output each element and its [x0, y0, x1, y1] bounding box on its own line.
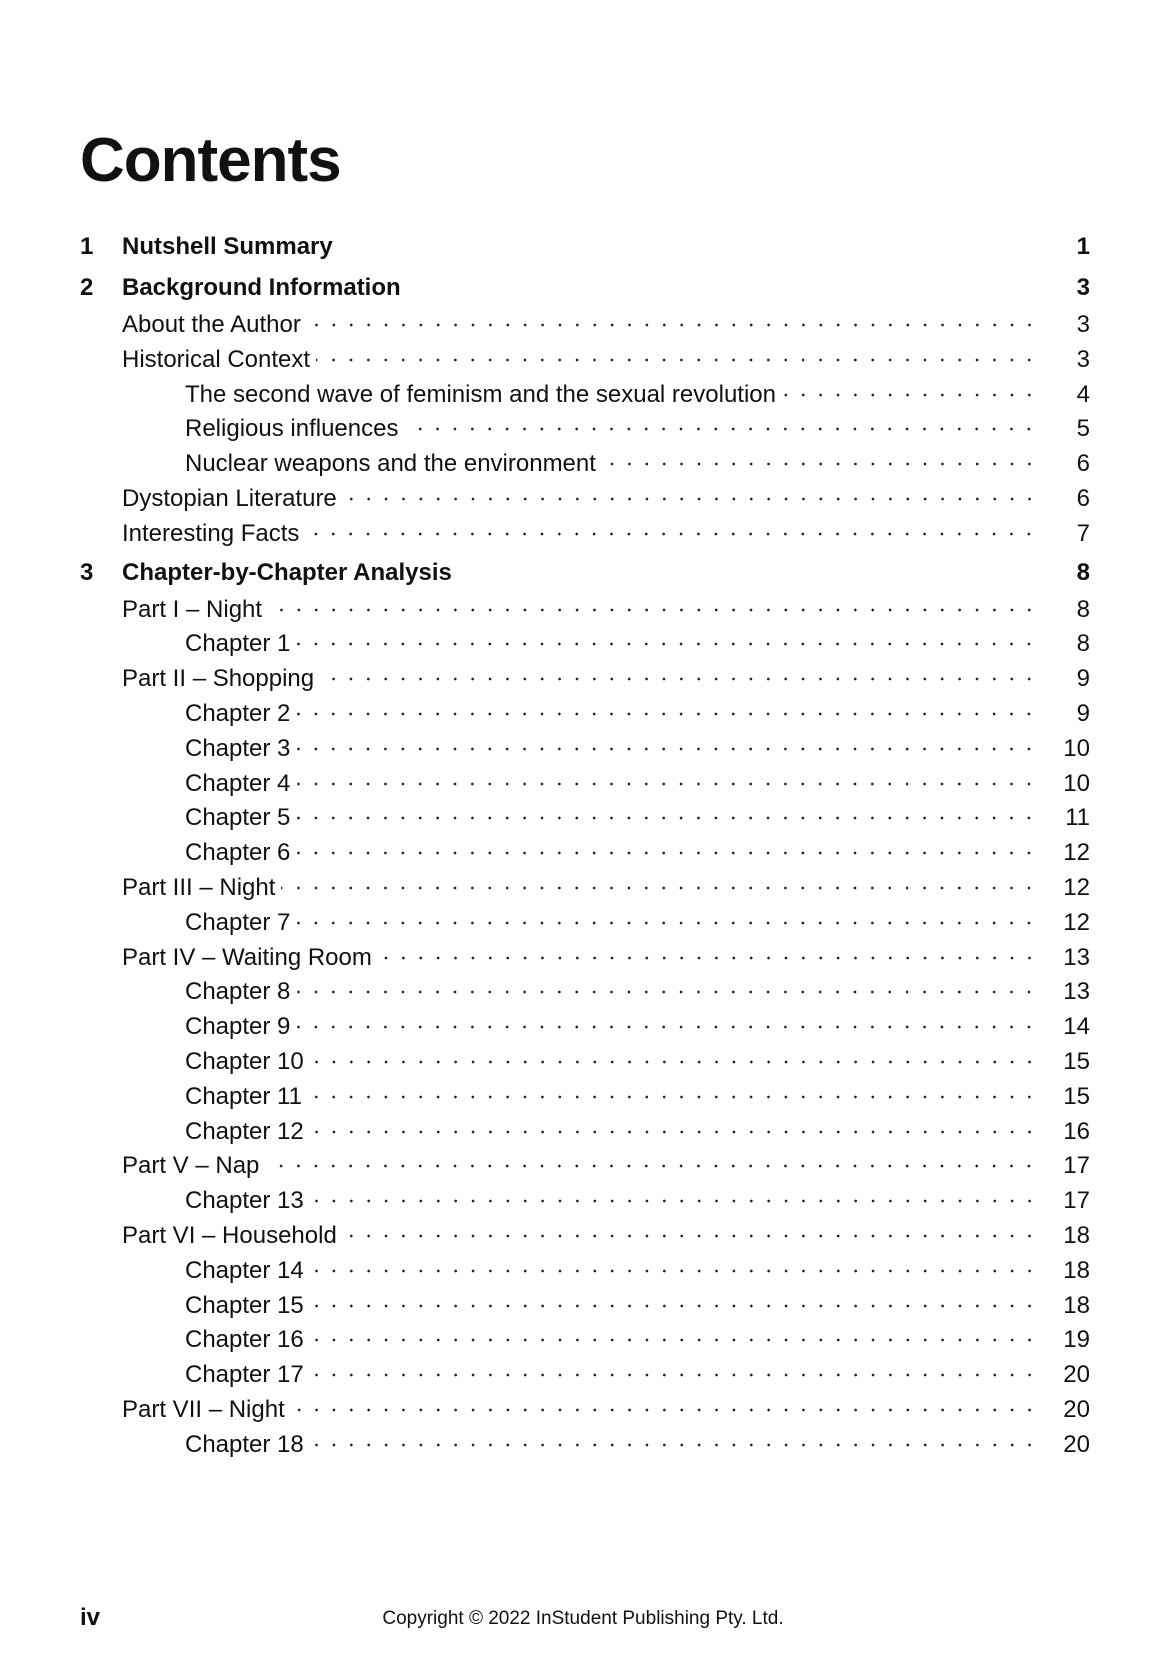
- toc-dot-leader: [320, 676, 1038, 682]
- toc-entry[interactable]: [80, 732, 1090, 767]
- toc-page-number: 18: [1063, 1291, 1090, 1319]
- toc-section-label: Background Information: [122, 274, 401, 301]
- toc-entry[interactable]: [80, 482, 1090, 517]
- toc-page-number: 12: [1063, 873, 1090, 901]
- toc-page-number: 18: [1063, 1221, 1090, 1249]
- toc-section-number: 2: [80, 274, 94, 301]
- toc-entry[interactable]: [80, 941, 1090, 976]
- toc-entry-label: Chapter 16: [185, 1326, 304, 1354]
- toc-dot-leader: [310, 1372, 1038, 1378]
- toc-dot-leader: [296, 815, 1038, 821]
- toc-entry[interactable]: [80, 1393, 1090, 1428]
- toc-entry[interactable]: [80, 1080, 1090, 1115]
- toc-entry[interactable]: [80, 517, 1090, 552]
- toc-dot-leader: [281, 885, 1038, 891]
- toc-entry-label: The second wave of feminism and the sexual revolution: [185, 380, 776, 408]
- toc-dot-leader: [310, 1129, 1038, 1135]
- toc-entry[interactable]: [80, 1219, 1090, 1254]
- toc-dot-leader: [310, 1337, 1038, 1343]
- toc-entry-label: Chapter 18: [185, 1430, 304, 1458]
- toc-entry-label: Part II – Shopping: [122, 665, 315, 693]
- toc-entry[interactable]: [80, 378, 1090, 413]
- toc-dot-leader: [296, 781, 1038, 787]
- toc-page-number: 12: [1063, 908, 1090, 936]
- toc-section-label: Nutshell Summary: [122, 233, 333, 260]
- toc-page-number: 4: [1076, 380, 1090, 408]
- toc-section-label: Chapter-by-Chapter Analysis: [122, 558, 452, 586]
- toc-dot-leader: [296, 1024, 1038, 1030]
- toc-page-number: 11: [1065, 804, 1090, 832]
- toc-page-number: 10: [1063, 769, 1090, 797]
- toc-dot-leader: [316, 357, 1038, 363]
- toc-entry-label: Chapter 2: [185, 699, 291, 727]
- toc-entry[interactable]: [80, 1323, 1090, 1358]
- toc-dot-leader: [404, 426, 1038, 432]
- toc-entry-label: Chapter 4: [185, 769, 291, 797]
- toc-dot-leader: [296, 641, 1038, 647]
- toc-page-number: 12: [1063, 839, 1090, 867]
- toc-page-number: 17: [1063, 1152, 1090, 1180]
- toc-entry-label: Religious influences: [185, 415, 399, 443]
- page-title: Contents: [80, 126, 341, 195]
- toc-dot-leader: [296, 989, 1038, 995]
- toc-dot-leader: [310, 1303, 1038, 1309]
- toc-entry[interactable]: [80, 1289, 1090, 1324]
- toc-entry-label: Chapter 7: [185, 908, 291, 936]
- toc-entry-label: Chapter 6: [185, 839, 291, 867]
- toc-entry-label: Chapter 3: [185, 734, 291, 762]
- toc-dot-leader: [602, 461, 1038, 467]
- toc-page-number: 17: [1063, 1187, 1090, 1215]
- toc-entry[interactable]: [80, 697, 1090, 732]
- toc-entry-label: Historical Context: [122, 345, 311, 373]
- toc-section[interactable]: [80, 267, 1090, 308]
- toc-entry[interactable]: [80, 906, 1090, 941]
- toc-dot-leader: [296, 711, 1038, 717]
- toc-entry-label: Chapter 14: [185, 1256, 304, 1284]
- toc-entry-label: Chapter 5: [185, 804, 291, 832]
- toc-entry-label: Chapter 12: [185, 1117, 304, 1145]
- toc-entry-label: About the Author: [122, 311, 301, 338]
- toc-page-number: 19: [1063, 1326, 1090, 1354]
- toc-entry-label: Chapter 1: [185, 630, 291, 658]
- toc-dot-leader: [291, 1407, 1038, 1413]
- toc-entry[interactable]: [80, 1428, 1090, 1463]
- toc-entry[interactable]: [80, 308, 1090, 343]
- toc-entry-label: Chapter 10: [185, 1047, 304, 1075]
- toc-page-number: 8: [1076, 558, 1090, 586]
- toc-page-number: 6: [1076, 484, 1090, 512]
- toc-page-number: 1: [1076, 233, 1090, 260]
- toc-section[interactable]: [80, 226, 1090, 267]
- toc-page-number: 20: [1063, 1361, 1090, 1389]
- toc-entry-label: Dystopian Literature: [122, 484, 337, 512]
- toc-entry[interactable]: [80, 447, 1090, 482]
- toc-section[interactable]: [80, 552, 1090, 593]
- footer-page-number: iv: [80, 1604, 101, 1631]
- toc-entry[interactable]: [80, 1254, 1090, 1289]
- toc-entry-label: Part III – Night: [122, 873, 276, 901]
- toc-dot-leader: [310, 1198, 1038, 1204]
- toc-entry-label: Chapter 17: [185, 1361, 304, 1389]
- toc-entry-label: Nuclear weapons and the environment: [185, 450, 596, 478]
- toc-page-number: 3: [1076, 274, 1090, 301]
- toc-entry[interactable]: [80, 836, 1090, 871]
- toc-dot-leader: [307, 322, 1038, 328]
- toc-page-number: 20: [1063, 1395, 1090, 1423]
- toc-dot-leader: [782, 392, 1038, 398]
- toc-dot-leader: [378, 955, 1038, 961]
- toc-page-number: 10: [1063, 734, 1090, 762]
- toc-entry[interactable]: [80, 412, 1090, 447]
- footer-copyright: Copyright © 2022 InStudent Publishing Pty. Ltd.: [382, 1608, 784, 1629]
- toc-page-number: 16: [1063, 1117, 1090, 1145]
- toc-dot-leader: [296, 746, 1038, 752]
- toc-dot-leader: [310, 1059, 1038, 1065]
- toc-page-number: 8: [1076, 630, 1090, 658]
- toc-entry-label: Part IV – Waiting Room: [122, 943, 372, 971]
- toc-dot-leader: [310, 1442, 1038, 1448]
- toc-page-number: 9: [1076, 699, 1090, 727]
- toc-page-number: 20: [1063, 1430, 1090, 1458]
- toc-dot-leader: [296, 920, 1038, 926]
- toc-entry-label: Part VII – Night: [122, 1395, 285, 1423]
- toc-page-number: 8: [1076, 595, 1090, 623]
- toc-entry[interactable]: [80, 593, 1090, 628]
- toc-page-number: 5: [1076, 415, 1090, 443]
- toc-dot-leader: [308, 1094, 1038, 1100]
- toc-section-number: 1: [80, 233, 94, 260]
- toc-dot-leader: [296, 850, 1038, 856]
- toc-entry[interactable]: [80, 1115, 1090, 1150]
- toc-entry[interactable]: [80, 662, 1090, 697]
- toc-page-number: 3: [1076, 311, 1090, 338]
- toc-entry-label: Chapter 11: [185, 1082, 302, 1110]
- toc-entry[interactable]: [80, 627, 1090, 662]
- toc-dot-leader: [305, 531, 1038, 537]
- toc-entry-label: Chapter 13: [185, 1187, 304, 1215]
- toc-page-number: 15: [1063, 1082, 1090, 1110]
- toc-entry[interactable]: [80, 1184, 1090, 1219]
- toc-dot-leader: [310, 1268, 1038, 1274]
- toc-page-number: 13: [1063, 978, 1090, 1006]
- toc-page-number: 7: [1076, 519, 1090, 547]
- toc-dot-leader: [343, 496, 1038, 502]
- toc-entry[interactable]: [80, 343, 1090, 378]
- table-of-contents: [80, 226, 1090, 1463]
- toc-entry[interactable]: [80, 767, 1090, 802]
- toc-dot-leader: [268, 607, 1038, 613]
- toc-entry-label: Part V – Nap: [122, 1152, 260, 1180]
- toc-page-number: 15: [1063, 1047, 1090, 1075]
- toc-page-number: 6: [1076, 450, 1090, 478]
- toc-entry-label: Interesting Facts: [122, 519, 300, 547]
- toc-entry[interactable]: [80, 1045, 1090, 1080]
- toc-page-number: 18: [1063, 1256, 1090, 1284]
- toc-entry[interactable]: [80, 801, 1090, 836]
- toc-entry-label: Part I – Night: [122, 595, 263, 623]
- toc-entry[interactable]: [80, 1149, 1090, 1184]
- toc-entry[interactable]: [80, 871, 1090, 906]
- toc-page-number: 3: [1076, 345, 1090, 373]
- toc-page-number: 14: [1063, 1013, 1090, 1041]
- toc-entry-label: Chapter 8: [185, 978, 291, 1006]
- toc-dot-leader: [265, 1163, 1038, 1169]
- toc-entry-label: Chapter 15: [185, 1291, 304, 1319]
- toc-entry[interactable]: [80, 1358, 1090, 1393]
- toc-page-number: 13: [1063, 943, 1090, 971]
- toc-page-number: 9: [1076, 665, 1090, 693]
- toc-entry-label: Chapter 9: [185, 1013, 291, 1041]
- toc-section-number: 3: [80, 558, 94, 586]
- toc-entry-label: Part VI – Household: [122, 1221, 337, 1249]
- toc-dot-leader: [343, 1233, 1038, 1239]
- toc-entry[interactable]: [80, 1010, 1090, 1045]
- toc-entry[interactable]: [80, 975, 1090, 1010]
